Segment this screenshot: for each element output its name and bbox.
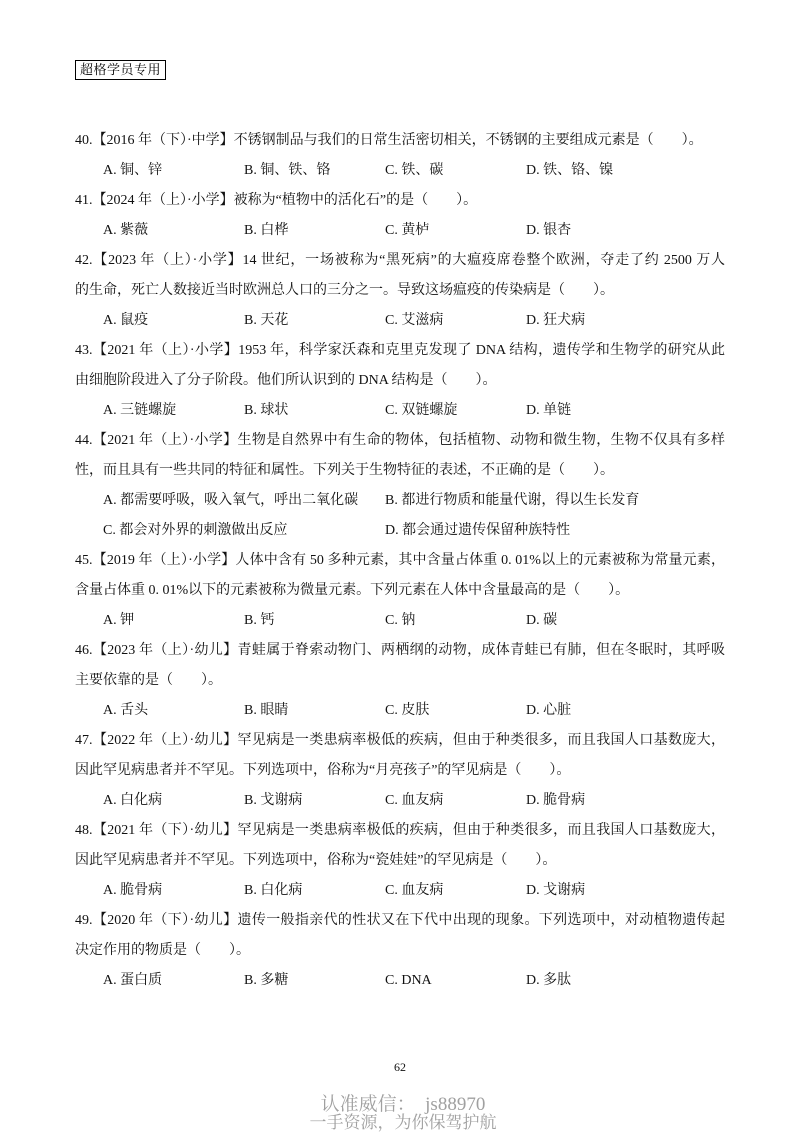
question-stem-line: 48.【2021 年（下）·幼儿】罕见病是一类患病率极低的疾病，但由于种类很多，而且我国人口基数庞大， [75, 823, 725, 838]
option-d: D. 戈谢病 [526, 883, 586, 898]
question-49 [75, 906, 725, 996]
option-b: B. 天花 [244, 313, 289, 328]
option-d: D. 多肽 [526, 973, 572, 988]
option-d: D. 狂犬病 [526, 313, 586, 328]
answer-options [103, 156, 725, 186]
option-b: B. 多糖 [244, 973, 289, 988]
answer-options [103, 606, 725, 636]
question-43 [75, 336, 725, 426]
option-a: A. 都需要呼吸，吸入氧气，呼出二氧化碳 [103, 493, 359, 508]
option-b: B. 铜、铁、铬 [244, 163, 331, 178]
question-stem-line: 49.【2020 年（下）·幼儿】遗传一般指亲代的性状又在下代中出现的现象。下列选项中，对动植物遗传起 [75, 913, 725, 928]
question-stem-line: 主要依靠的是（ ）。 [75, 673, 222, 688]
option-c: C. 双链螺旋 [385, 403, 458, 418]
option-d: D. 单链 [526, 403, 572, 418]
option-c: C. 血友病 [385, 793, 444, 808]
answer-options [103, 396, 725, 426]
option-a: A. 钾 [103, 613, 135, 628]
option-b: B. 白化病 [244, 883, 303, 898]
option-c: C. 皮肤 [385, 703, 430, 718]
question-stem-line: 41.【2024 年（上）·小学】被称为“植物中的活化石”的是（ ）。 [75, 193, 478, 208]
question-stem-line: 由细胞阶段进入了分子阶段。他们所认识到的 DNA 结构是（ ）。 [75, 373, 497, 388]
option-d: D. 心脏 [526, 703, 572, 718]
question-stem-line: 44.【2021 年（上）·小学】生物是自然界中有生命的物体，包括植物、动物和微生物，生物不仅具有多样 [75, 433, 725, 448]
option-b: B. 白桦 [244, 223, 289, 238]
option-a: A. 鼠疫 [103, 313, 149, 328]
option-a: A. 白化病 [103, 793, 163, 808]
page-number: 62 [394, 1060, 406, 1074]
answer-options [103, 486, 725, 546]
option-c: C. 都会对外界的刺激做出反应 [103, 523, 288, 538]
question-48 [75, 816, 725, 906]
option-b: B. 钙 [244, 613, 275, 628]
option-c: C. 血友病 [385, 883, 444, 898]
option-a: A. 脆骨病 [103, 883, 163, 898]
option-d: D. 银杏 [526, 223, 572, 238]
option-c: C. 黄栌 [385, 223, 430, 238]
question-stem-line: 40.【2016 年（下）·中学】不锈钢制品与我们的日常生活密切相关，不锈钢的主要组成元素是（ ）。 [75, 133, 703, 148]
watermark-line-2: 一手资源，为你保驾护航 [309, 1113, 497, 1132]
option-a: A. 蛋白质 [103, 973, 163, 988]
question-46 [75, 636, 725, 726]
answer-options [103, 696, 725, 726]
question-40 [75, 126, 725, 186]
option-d: D. 都会通过遗传保留种族特性 [385, 523, 571, 538]
question-stem-line: 含量占体重 0. 01%以下的元素被称为微量元素。下列元素在人体中含量最高的是（ ）。 [75, 583, 630, 598]
option-a: A. 紫薇 [103, 223, 149, 238]
option-c: C. 艾滋病 [385, 313, 444, 328]
answer-options [103, 786, 725, 816]
question-stem-line: 因此罕见病患者并不罕见。下列选项中，俗称为“月亮孩子”的罕见病是（ ）。 [75, 763, 571, 778]
option-a: A. 铜、锌 [103, 163, 163, 178]
option-c: C. 铁、碳 [385, 163, 444, 178]
option-d: D. 碳 [526, 613, 558, 628]
question-stem-line: 43.【2021 年（上）·小学】1953 年，科学家沃森和克里克发现了 DNA 结构，遗传学和生物学的研究从此 [75, 343, 725, 358]
option-b: B. 球状 [244, 403, 289, 418]
question-stem-line: 性，而且具有一些共同的特征和属性。下列关于生物特征的表述，不正确的是（ ）。 [75, 463, 614, 478]
option-b: B. 都进行物质和能量代谢，得以生长发育 [385, 493, 640, 508]
answer-options [103, 966, 725, 996]
watermark-line-1: 认准威信： js88970 [320, 1094, 486, 1115]
question-stem-line: 决定作用的物质是（ ）。 [75, 943, 250, 958]
option-a: A. 舌头 [103, 703, 149, 718]
option-d: D. 铁、铬、镍 [526, 163, 614, 178]
question-stem-line: 47.【2022 年（上）·幼儿】罕见病是一类患病率极低的疾病，但由于种类很多，而且我国人口基数庞大， [75, 733, 725, 748]
option-d: D. 脆骨病 [526, 793, 586, 808]
answer-options [103, 876, 725, 906]
question-stem-line: 45.【2019 年（上）·小学】人体中含有 50 多种元素，其中含量占体重 0. 01%以上的元素被称为常量元素， [75, 553, 725, 568]
question-42 [75, 246, 725, 336]
question-45 [75, 546, 725, 636]
question-stem-line: 42.【2023 年（上）·小学】14 世纪，一场被称为“黑死病”的大瘟疫席卷整个欧洲，夺走了约 2500 万人 [75, 253, 725, 268]
answer-options [103, 306, 725, 336]
header-badge: 超格学员专用 [75, 60, 166, 80]
option-b: B. 眼睛 [244, 703, 289, 718]
question-stem-line: 46.【2023 年（上）·幼儿】青蛙属于脊索动物门、两栖纲的动物，成体青蛙已有肺，但在冬眠时，其呼吸 [75, 643, 725, 658]
question-41 [75, 186, 725, 246]
question-47 [75, 726, 725, 816]
option-a: A. 三链螺旋 [103, 403, 177, 418]
question-stem-line: 因此罕见病患者并不罕见。下列选项中，俗称为“瓷娃娃”的罕见病是（ ）。 [75, 853, 557, 868]
option-c: C. DNA [385, 973, 432, 988]
option-b: B. 戈谢病 [244, 793, 303, 808]
answer-options [103, 216, 725, 246]
question-44 [75, 426, 725, 546]
question-list [75, 126, 725, 996]
option-c: C. 钠 [385, 613, 416, 628]
question-stem-line: 的生命，死亡人数接近当时欧洲总人口的三分之一。导致这场瘟疫的传染病是（ ）。 [75, 283, 614, 298]
